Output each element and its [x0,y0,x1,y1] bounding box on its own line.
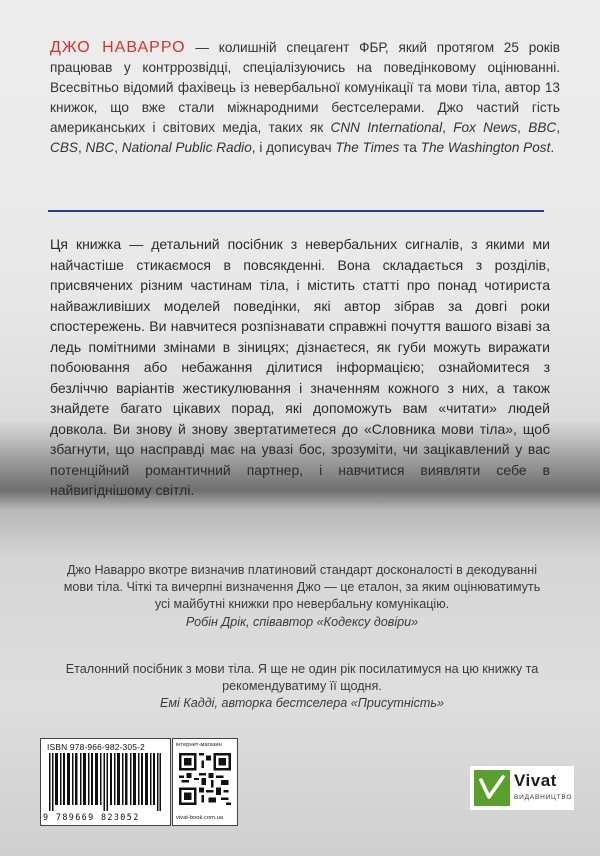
barcode-number: 9 789669 823052 [43,812,140,822]
qr-block [172,738,238,826]
barcode-icon [49,753,161,811]
bio-text: та [399,140,421,155]
bio-sep: , [77,140,86,155]
quote-attribution: Емі Кадді, авторка бестселера «Присутність» [159,696,445,711]
bio-sep: , [517,120,529,135]
quote-attribution: Робін Дрік, співавтор «Кодексу довіри» [185,614,419,629]
book-description: Ця книжка — детальний посібник з невербальних сигналів, з якими ми найчастіше стикаємося в повсякденні. Вона складається з розділів, присвячених різним частинам тіла, і містить статті про понад чотириста найважливіших моделей поведінки, які автор зібрав за довгі роки спостережень. Ви навчитеся розпізнавати справжні почуття вашого візаві за ледь помітними змінами в зіницях; дізнаєтеся, як губи можуть виражати побоювання або небажання ділитися інформацією; ознайомитеся з безліччю варіантів жестикулювання і значенням кожного з них, а також знайдете багато цікавих порад, які допоможуть вам «читати» людей довкола. Ви знову й знову звертатиметеся до «Словника мови тіла», щоб збагнути, що насправді має на увазі бос, зрозуміти, чи зацікавлений у вас потенційний романтичний партнер, і навчитися виявляти себе в найвигіднішому світлі. [50,236,550,498]
publisher-subtitle: ВИДАВНИЦТВО [514,794,573,801]
bio-text: , і дописувач [251,140,336,155]
isbn-label: ISBN 978-966-982-305-2 [47,742,145,752]
vivat-logo-icon [474,770,510,806]
bio-text: . [550,140,555,155]
qr-label: інтернет-магазин [176,742,222,748]
publisher-logo [470,766,574,810]
bio-sep: , [442,120,454,135]
bio-sep: , [114,140,122,155]
media-cnn: CNN International [330,120,443,135]
media-wapo: The Washington Post [420,140,551,155]
review-quote-2 [60,661,544,713]
media-bbc: BBC [528,120,557,135]
bio-text: — колишній спецагент ФБР, який протягом 25 років працював у контррозвідці, спеціалізуючись на поведінковому оцінюванні. Всесвітньо відомий фахівець із невербальної комунікації та мови тіла, автор 13 книжок, що вже стали міжнародними бестселерами. Джо частий гість американських і світових медіа, таких як [50,40,560,135]
media-npr: National Public Radio [121,140,252,155]
divider-top [48,210,544,212]
author-bio [50,38,560,158]
qr-code-icon [179,753,231,805]
author-name: ДЖО НАВАРРО [50,39,186,56]
quote-text: Джо Наварро вкотре визначив платиновий стандарт досконалості в декодуванні мови тіла. Чіткі та вичерпні визначення Джо — це еталон, за яким оцінюватимуть усі майбутні книжки про невербальну комунікацію. [63,563,541,612]
review-quote-1 [60,562,544,631]
qr-url: vivat-book.com.ua [176,815,224,821]
media-nbc: NBC [85,140,115,155]
quote-text: Еталонний посібник з мови тіла. Я ще не один рік посилатимуся на цю книжку та рекомендуватиму її щодня. [65,662,539,694]
media-times: The Times [335,140,400,155]
publisher-name: Vivat [514,771,557,790]
media-fox: Fox News [453,120,518,135]
media-cbs: CBS [50,140,78,155]
bio-sep: , [556,120,560,135]
barcode-block [40,738,171,826]
